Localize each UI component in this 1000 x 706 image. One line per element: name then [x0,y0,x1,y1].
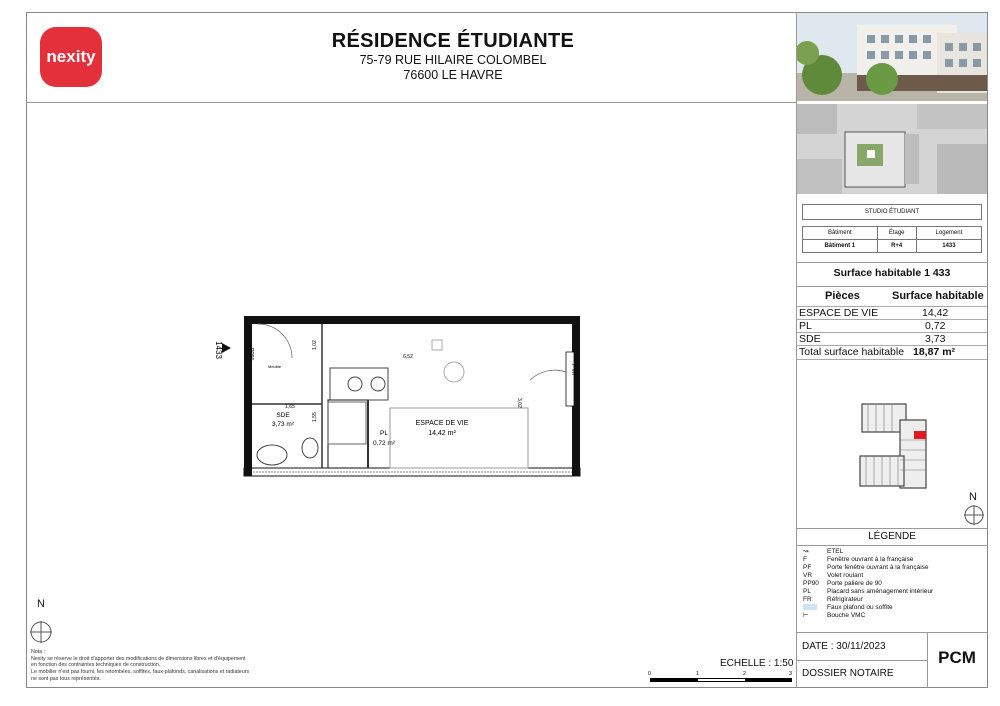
val-logement: 1433 [916,240,981,253]
legend-item [803,612,987,620]
legend-item [803,604,987,612]
legend-code: PP90 [803,580,819,587]
room-value: 0,72 [925,320,946,332]
scale-label: ECHELLE : 1:50 [720,658,794,669]
col-logement: Logement [916,227,981,240]
room-name: PL [799,320,812,332]
logo-text: nexity [46,47,96,66]
compass-icon [29,620,53,649]
room-name: ESPACE DE VIE [799,307,879,319]
floor-plan [200,312,590,482]
total-label: Total surface habitable [799,346,905,358]
sde-label: SDE [276,412,290,419]
address-line-2: 76600 LE HAVRE [403,68,503,82]
pl-area: 0,72 m² [372,440,396,447]
sidebar-divider-1 [796,262,988,263]
col-pieces: Pièces [825,290,860,302]
room-value: 3,73 [925,333,946,345]
etel-icon: ↝ [803,548,809,555]
dim-label: 1,02 [312,340,318,350]
page-title: RÉSIDENCE ÉTUDIANTE [331,30,575,52]
compass-icon [963,504,985,531]
dim-label: PP90 [248,348,254,361]
legend-list [803,548,987,620]
sidebar-divider-2 [796,528,988,529]
soffite-swatch-icon [803,604,827,612]
dim-label: 1,65 [285,404,295,410]
legend-code: VR [803,572,813,579]
legend-item [803,596,987,604]
legend-label: Bouche VMC [827,612,866,619]
vie-area: 14,42 m² [428,430,456,437]
legend-label: Porte fenêtre ouvrant à la française [827,564,929,571]
legend-title: LÉGENDE [868,531,916,542]
scale-bar [650,678,792,682]
scale-tick: 2 [743,671,747,677]
date-text: DATE : 30/11/2023 [802,641,886,652]
legend-code: F [803,556,807,563]
vmc-icon: ⊢ [803,612,809,619]
address-line-1: 75-79 RUE HILAIRE COLOMBEL [359,53,547,67]
surface-title: Surface habitable 1 433 [833,267,951,279]
col-batiment: Bâtiment [803,227,878,240]
val-etage: R+4 [877,240,916,253]
surface-title-divider [796,286,988,287]
legend-label: Volet roulant [827,572,864,579]
unit-highlight [914,431,926,439]
room-row-total [797,345,987,360]
legend-item [803,580,987,588]
legend-label: Porte palière de 90 [827,580,882,587]
scale-tick: 3 [789,671,793,677]
aerial-view [797,104,987,194]
legend-label: ETEL [827,548,844,555]
header-divider [26,102,796,103]
rooms-header [797,288,987,306]
key-plan [856,400,936,492]
legend-label: Fenêtre ouvrant à la française [827,556,914,563]
legend-item [803,588,987,596]
dim-label: 1,55 [312,412,318,422]
total-value: 18,87 m² [913,346,956,358]
sidebar-divider-3 [796,632,988,633]
legend-divider [796,545,988,546]
sidebar-divider-4 [796,660,927,661]
legend-label: Placard sans aménagement intérieur [827,588,934,595]
dossier-text: DOSSIER NOTAIRE [802,668,894,679]
room-name: SDE [799,333,821,345]
sde-area: 3,73 m² [271,421,295,428]
dim-label: Meuble [268,364,282,369]
dim-label: 6,52 [403,354,413,360]
unit-type: STUDIO ÉTUDIANT [803,205,982,220]
val-batiment: Bâtiment 1 [803,240,878,253]
room-value: 14,42 [922,307,949,319]
legend-code: PF [803,564,812,571]
room-row-sde [797,332,987,346]
room-row-vie [797,306,987,320]
nexity-logo [40,27,102,87]
header-title-block [300,30,606,83]
legend-code: FR [803,596,812,603]
dim-label: 3,02 [516,398,522,408]
legend-item [803,572,987,580]
compass-north-label: N [969,491,977,503]
vie-label: ESPACE DE VIE [415,420,469,427]
legend-item [803,556,987,564]
legend-item [803,548,987,556]
scale-tick: 0 [648,671,652,677]
unit-number-label: 1433 [214,341,223,359]
compass-north-label: N [37,598,45,610]
scale-tick: 1 [696,671,700,677]
col-surface: Surface habitable [892,290,984,302]
legend-label: Faux plafond ou soffite [827,604,893,611]
legend-item [803,564,987,572]
unit-info-table [802,204,982,253]
col-etage: Étage [877,227,916,240]
room-row-pl [797,319,987,333]
building-photo [797,13,987,101]
nota-text: Nota : Nexity se réserve le droit d'apporter des modifications de dimensions libres et d'équipement en fonction des contraintes techniques de construction. Le mobilier n'est pas fourni, les retombées, soffites, faux-plafonds, canalisations et radiateurs ne sont pas tous représentés. [31,649,250,682]
legend-label: Réfrigirateur [827,596,863,603]
legend-code: PL [803,588,811,595]
dim-label: F VR [570,364,576,376]
plan-code: PCM [938,648,976,667]
spacer-row [803,220,982,227]
pl-label: PL [380,430,388,437]
